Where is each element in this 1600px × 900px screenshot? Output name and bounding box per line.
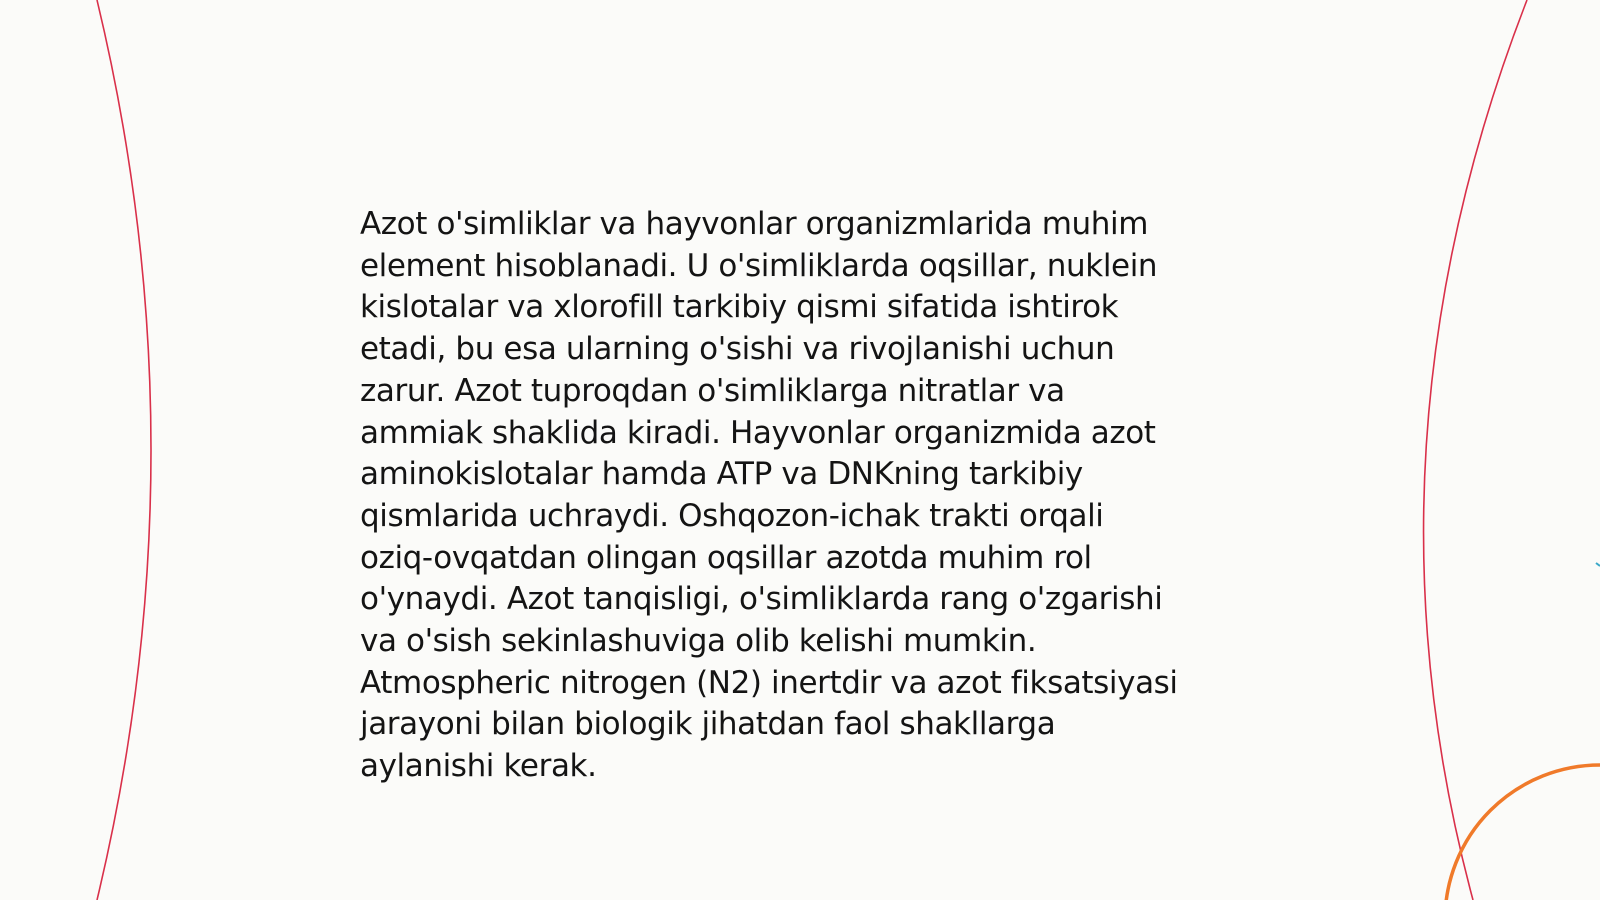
- slide-body-text: Azot o'simliklar va hayvonlar organizmlarida muhim element hisoblanadi. U o'simliklarda oqsillar, nuklein kislotalar va xlorofill tarkibiy qismi sifatida ishtirok etadi, bu esa ularning o'sishi va rivojlanishi uchun zarur. Azot tuproqdan o'simliklarga nitratlar va ammiak shaklida kiradi. Hayvonlar organizmida azot aminokislotalar hamda ATP va DNKning tarkibiy qismlarida uchraydi. Oshqozon-ichak trakti orqali oziq-ovqatdan olingan oqsillar azotda muhim rol o'ynaydi. Azot tanqisligi, o'simliklarda rang o'zgarishi va o'sish sekinlashuviga olib kelishi mumkin. Atmospheric nitrogen (N2) inertdir va azot fiksatsiyasi jarayoni bilan biologik jihatdan faol shakllarga aylanishi kerak.: [360, 206, 1178, 785]
- left-red-arc: [97, 0, 151, 900]
- right-red-arc: [1424, 0, 1527, 900]
- teal-accent-mark: [1596, 563, 1600, 566]
